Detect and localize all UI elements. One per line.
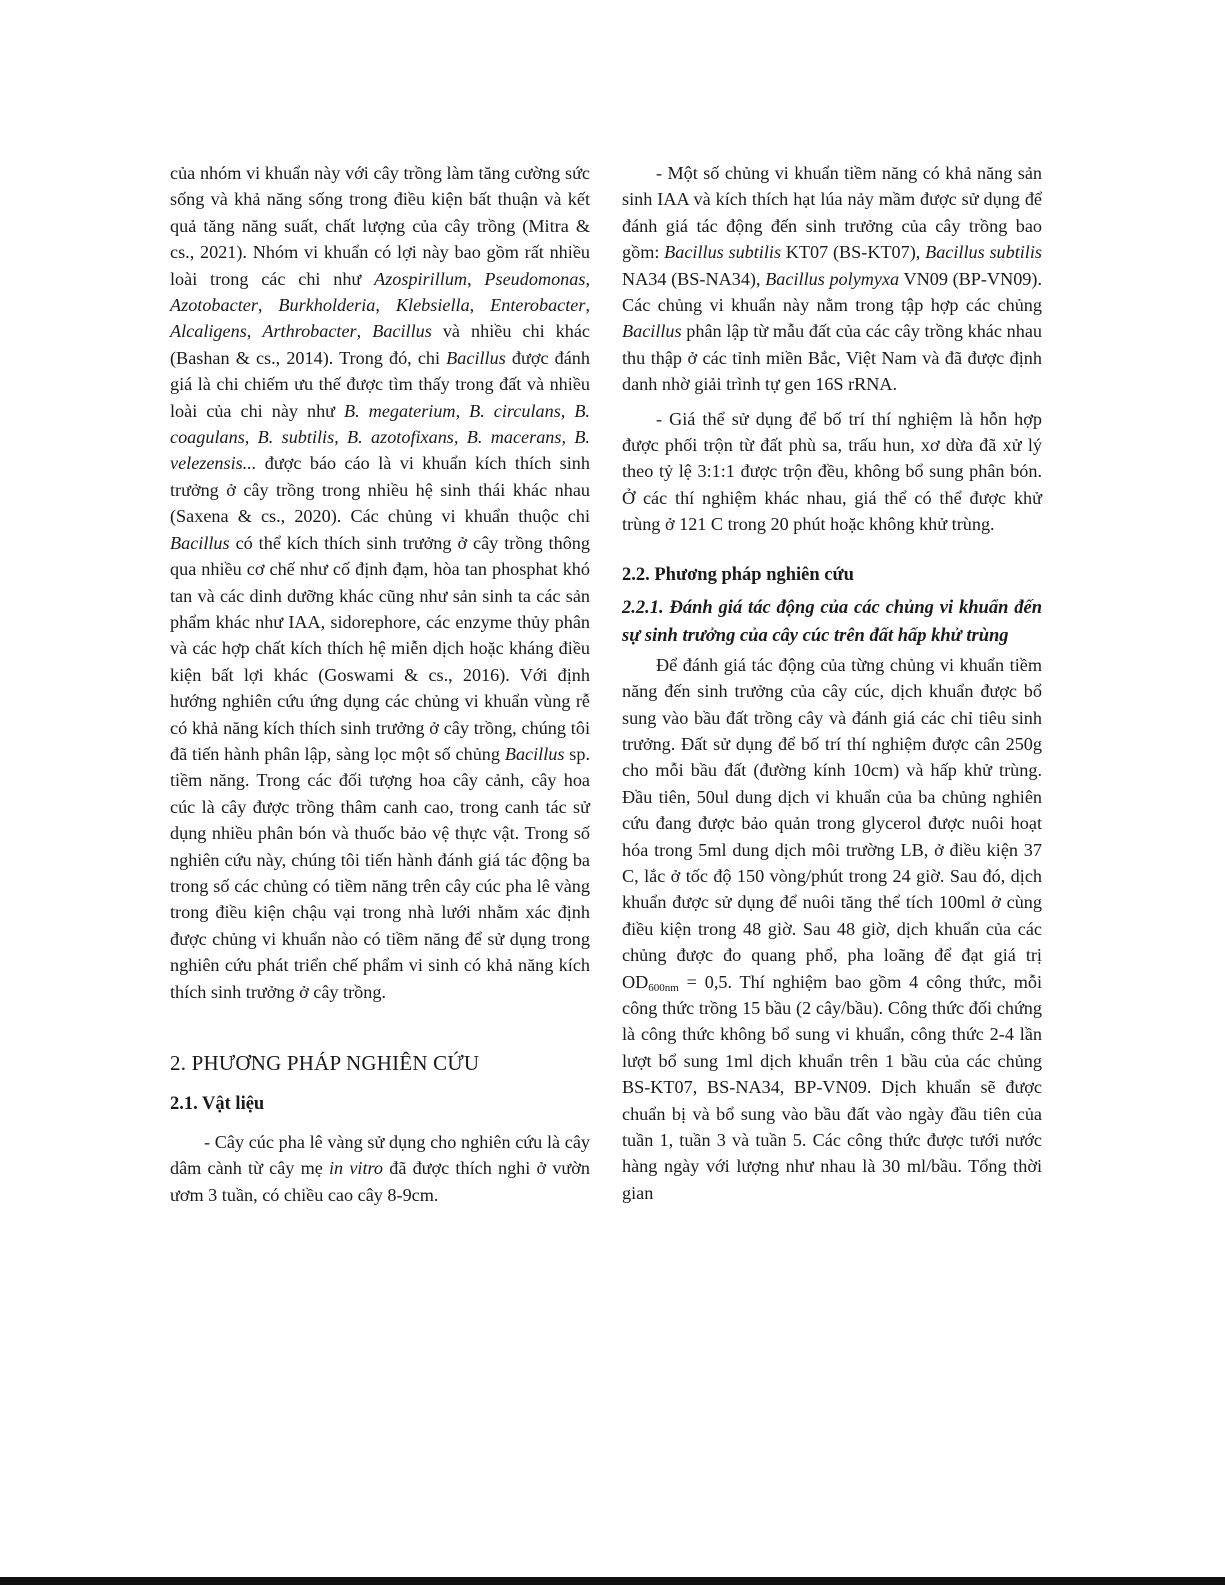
body-paragraph-procedure: Để đánh giá tác động của từng chủng vi khuẩn tiềm năng đến sinh trưởng của cây cúc, dịch khuẩn được bổ sung vào bầu đất trồng cây và đánh giá các chỉ tiêu sinh trưởng. Đất sử dụng để bố trí thí nghiệm được cân 250g cho mỗi bầu đất (đường kính 10cm) và hấp khử trùng. Đầu tiên, 50ul dung dịch vi khuẩn của ba chủng nghiên cứu đang được bảo quản trong glycerol được nuôi hoạt hóa trong 5ml dung dịch môi trường LB, ở điều kiện 37 C, lắc ở tốc độ 150 vòng/phút trong 24 giờ. Sau đó, dịch khuẩn được sử dụng để nuôi tăng thể tích 100ml ở cùng điều kiện trong 48 giờ. Sau 48 giờ, dịch khuẩn của các chủng được đo quang phổ, pha loãng để đạt giá trị $OD_{600nm} = 0,5$. Thí nghiệm bao gồm 4 công thức, mỗi công thức trồng 15 bầu (2 cây/bầu). Công thức đối chứng là công thức không bổ sung vi khuẩn, công thức 2-4 lần lượt bổ sung 1ml dịch khuẩn trên 1 bầu của các chủng BS-KT07, BS-NA34, BP-VN09. Dịch khuẩn sẽ được chuẩn bị và bổ sung vào bầu đất vào ngày đầu tiên của tuần 1, tuần 3 và tuần 5. Các công thức được tưới nước hàng ngày với lượng như nhau là 30 ml/bầu. Tổng thời gian: [622, 654, 1042, 1203]
subsection-heading-materials: 2.1. Vật liệu: [170, 1094, 265, 1114]
footer-rule: [0, 1577, 1225, 1585]
body-paragraph-materials: - Cây cúc pha lê vàng sử dụng cho nghiên cứu là cây dâm cành từ cây mẹ in vitro đã được thích nghi ở vườn ươm 3 tuần, có chiều cao cây 8-9cm.: [170, 1132, 590, 1205]
body-paragraph-substrate: - Giá thể sử dụng để bố trí thí nghiệm là hỗn hợp được phối trộn từ đất phù sa, trấu hun, xơ dừa đã xử lý theo tỷ lệ 3:1:1 được trộn đều, không bổ sung phân bón. Ở các thí nghiệm khác nhau, giá thể có thể được khử trùng ở 121 C trong 20 phút hoặc không khử trùng.: [622, 408, 1042, 535]
left-column: [170, 160, 590, 1208]
od-subscript: 600nm: [648, 981, 679, 994]
subsection-heading-methods: 2.2. Phương pháp nghiên cứu: [622, 564, 854, 585]
body-paragraph-intro: của nhóm vi khuẩn này với cây trồng làm tăng cường sức sống và khả năng sống trong điều kiện bất thuận và kết quả tăng năng suất, chất lượng của cây trồng (Mitra & cs., 2021). Nhóm vi khuẩn có lợi này bao gồm rất nhiều loài trong các chi như Azospirillum, Pseudomonas, Azotobacter, Burkholderia, Klebsiella, Enterobacter, Alcaligens, Arthrobacter, Bacillus và nhiều chi khác (Bashan & cs., 2014). Trong đó, chi Bacillus được đánh giá là chi chiếm ưu thế được tìm thấy trong đất và nhiều loài của chi này như B. megaterium, B. circulans, B. coagulans, B. subtilis, B. azotofixans, B. macerans, B. velezensis... được báo cáo là vi khuẩn kích thích sinh trưởng ở cây trồng trong nhiều hệ sinh thái khác nhau (Saxena & cs., 2020). Các chủng vi khuẩn thuộc chi Bacillus có thể kích thích sinh trưởng ở cây trồng thông qua nhiều cơ chế như cố định đạm, hòa tan phosphat khó tan và các dinh dưỡng khác cũng như sản sinh ta các sản phẩm khác như IAA, sidorephore, các enzyme thủy phân và các hợp chất kích thích hệ miễn dịch hoặc kháng điều kiện bất lợi khác (Goswami & cs., 2016). Với định hướng nghiên cứu ứng dụng các chủng vi khuẩn vùng rễ có khả năng kích thích sinh trưởng ở cây trồng, chúng tôi đã tiến hành phân lập, sàng lọc một số chủng Bacillus sp. tiềm năng. Trong các đối tượng hoa cây cảnh, cây hoa cúc là cây được trồng thâm canh cao, trong canh tác sử dụng nhiều phân bón và thuốc bảo vệ thực vật. Trong số nghiên cứu này, chúng tôi tiến hành đánh giá tác động ba trong số các chủng có tiềm năng trên cây cúc pha lê vàng trong điều kiện chậu vại trong nhà lưới nhằm xác định được chủng vi khuẩn nào có tiềm năng để sử dụng trong nghiên cứu phát triển chế phẩm vi sinh có khả năng kích thích sinh trưởng ở cây trồng.: [170, 163, 591, 1002]
right-column: [622, 160, 1042, 1206]
section-heading-methods: 2. PHƯƠNG PHÁP NGHIÊN CỨU: [170, 1051, 480, 1075]
body-paragraph-strains: - Một số chủng vi khuẩn tiềm năng có khả năng sản sinh IAA và kích thích hạt lúa nảy mầm được sử dụng để đánh giá tác động đến sinh trưởng của cây trồng bao gồm: Bacillus subtilis KT07 (BS-KT07), Bacillus subtilis NA34 (BS-NA34), Bacillus polymyxa VN09 (BP-VN09). Các chủng vi khuẩn này nằm trong tập hợp các chủng Bacillus phân lập từ mẫu đất của các cây trồng khác nhau thu thập ở các tỉnh miền Bắc, Việt Nam và đã được định danh nhờ giải trình tự gen 16S rRNA.: [622, 163, 1042, 395]
subsubsection-heading-evaluation: 2.2.1. Đánh giá tác động của các chủng vi khuẩn đến sự sinh trưởng của cây cúc trên đất hấp khử trùng: [622, 597, 1042, 646]
